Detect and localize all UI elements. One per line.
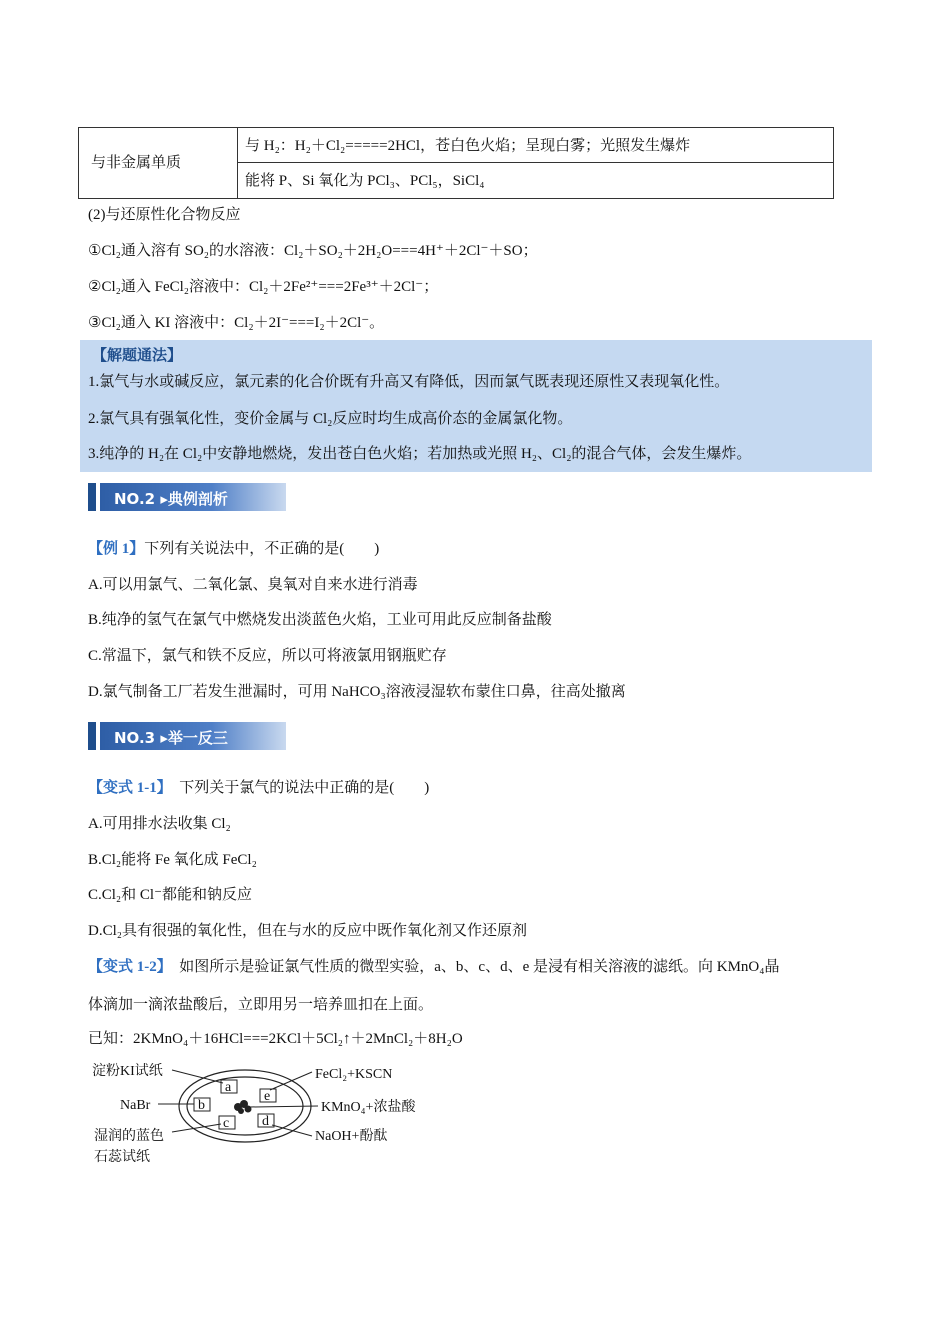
- option-line: C.常温下，氯气和铁不反应，所以可将液氯用钢瓶贮存: [88, 648, 447, 664]
- diagram-left-label: NaBr: [120, 1098, 151, 1113]
- banner-title: NO.2 ▸典例剖析: [114, 490, 228, 508]
- banner-bar: [88, 722, 96, 750]
- table-left-cell: [79, 128, 238, 198]
- section-banner-no2: [88, 483, 286, 511]
- variant-question: [88, 955, 779, 976]
- known-equation: 已知：2KMnO₄＋16HCl===2KCl＋5Cl₂↑＋2MnCl₂＋8H₂O: [88, 1031, 463, 1047]
- diagram-left-label: 湿润的蓝色: [94, 1129, 164, 1144]
- option-line: B.Cl₂能将 Fe 氧化成 FeCl₂: [88, 852, 257, 868]
- banner-title: NO.3 ▸举一反三: [114, 729, 228, 747]
- example-question: [88, 537, 379, 558]
- paper-label: a: [225, 1080, 232, 1095]
- leader-line: [250, 1106, 318, 1107]
- kmno4-crystal-icon: [234, 1100, 252, 1114]
- banner-bar: [88, 483, 96, 511]
- option-line: A.可用排水法收集 Cl₂: [88, 816, 231, 832]
- option-line: D.Cl₂具有很强的氧化性，但在与水的反应中既作氧化剂又作还原剂: [88, 923, 527, 939]
- variant-question-text: 如图所示是验证氯气性质的微型实验，a、b、c、d、e 是浸有相关溶液的滤纸。向 KMnO₄晶: [179, 959, 780, 975]
- reaction-line: ②Cl₂通入 FeCl₂溶液中：Cl₂＋2Fe²⁺===2Fe³⁺＋2Cl⁻；: [88, 279, 439, 295]
- tips-line: 3.纯净的 H₂在 Cl₂中安静地燃烧，发出苍白色火焰；若加热或光照 H₂、Cl₂的混合气体，会发生爆炸。: [88, 446, 752, 462]
- variant-question-cont: 体滴加一滴浓盐酸后，立即用另一培养皿扣在上面。: [88, 997, 434, 1013]
- properties-table: [78, 127, 834, 199]
- tips-line: 2.氯气具有强氧化性，变价金属与 Cl₂反应时均生成高价态的金属氯化物。: [88, 411, 573, 427]
- table-left-label: 与非金属单质: [91, 155, 182, 171]
- reaction-line: ③Cl₂通入 KI 溶液中：Cl₂＋2I⁻===I₂＋2Cl⁻。: [88, 315, 385, 331]
- experiment-diagram: [90, 1058, 440, 1168]
- diagram-left-label: 石蕊试纸: [94, 1150, 150, 1165]
- variant-label: 【变式 1-1】: [88, 780, 165, 796]
- tips-line: 1.氯气与水或碱反应，氯元素的化合价既有升高又有降低，因而氯气既表现还原性又表现氧化性。: [88, 374, 730, 390]
- paper-label: c: [223, 1116, 230, 1131]
- diagram-right-label: NaOH+酚酞: [315, 1129, 388, 1144]
- variant-label: 【变式 1-2】: [88, 959, 165, 975]
- table-cell-row1: 与 H₂：H₂＋Cl₂=====2HCl，苍白色火焰；呈现白雾；光照发生爆炸: [245, 138, 691, 154]
- variant-question-text: 下列关于氯气的说法中正确的是( ): [179, 780, 430, 796]
- example-label: 【例 1】: [88, 541, 145, 557]
- diagram-right-label: KMnO₄+浓盐酸: [321, 1100, 416, 1115]
- table-cell-row2: 能将 P、Si 氧化为 PCl₃、PCl₅，SiCl₄: [245, 173, 485, 189]
- variant-question: [88, 776, 429, 797]
- tips-title: 【解题通法】: [92, 346, 183, 364]
- option-line: B.纯净的氢气在氯气中燃烧发出淡蓝色火焰，工业可用此反应制备盐酸: [88, 612, 552, 628]
- table-row: [238, 163, 833, 198]
- section-banner-no3: [88, 722, 286, 750]
- tips-box: [80, 340, 872, 472]
- section-heading: (2)与还原性化合物反应: [88, 207, 241, 223]
- option-line: A.可以用氯气、二氧化氯、臭氧对自来水进行消毒: [88, 577, 418, 593]
- diagram-right-label: FeCl₂+KSCN: [315, 1067, 393, 1082]
- paper-label: d: [262, 1114, 269, 1129]
- paper-label: b: [198, 1098, 205, 1113]
- table-row: [238, 128, 833, 163]
- option-line: C.Cl₂和 Cl⁻都能和钠反应: [88, 887, 252, 903]
- reaction-line: ①Cl₂通入溶有 SO₂的水溶液：Cl₂＋SO₂＋2H₂O===4H⁺＋2Cl⁻＋SO；: [88, 243, 538, 259]
- option-line: D.氯气制备工厂若发生泄漏时，可用 NaHCO₃溶液浸湿软布蒙住口鼻，往高处撤离: [88, 684, 626, 700]
- paper-label: e: [264, 1089, 271, 1104]
- diagram-left-label: 淀粉KI试纸: [92, 1064, 163, 1079]
- example-question-text: 下列有关说法中，不正确的是( ): [144, 541, 380, 557]
